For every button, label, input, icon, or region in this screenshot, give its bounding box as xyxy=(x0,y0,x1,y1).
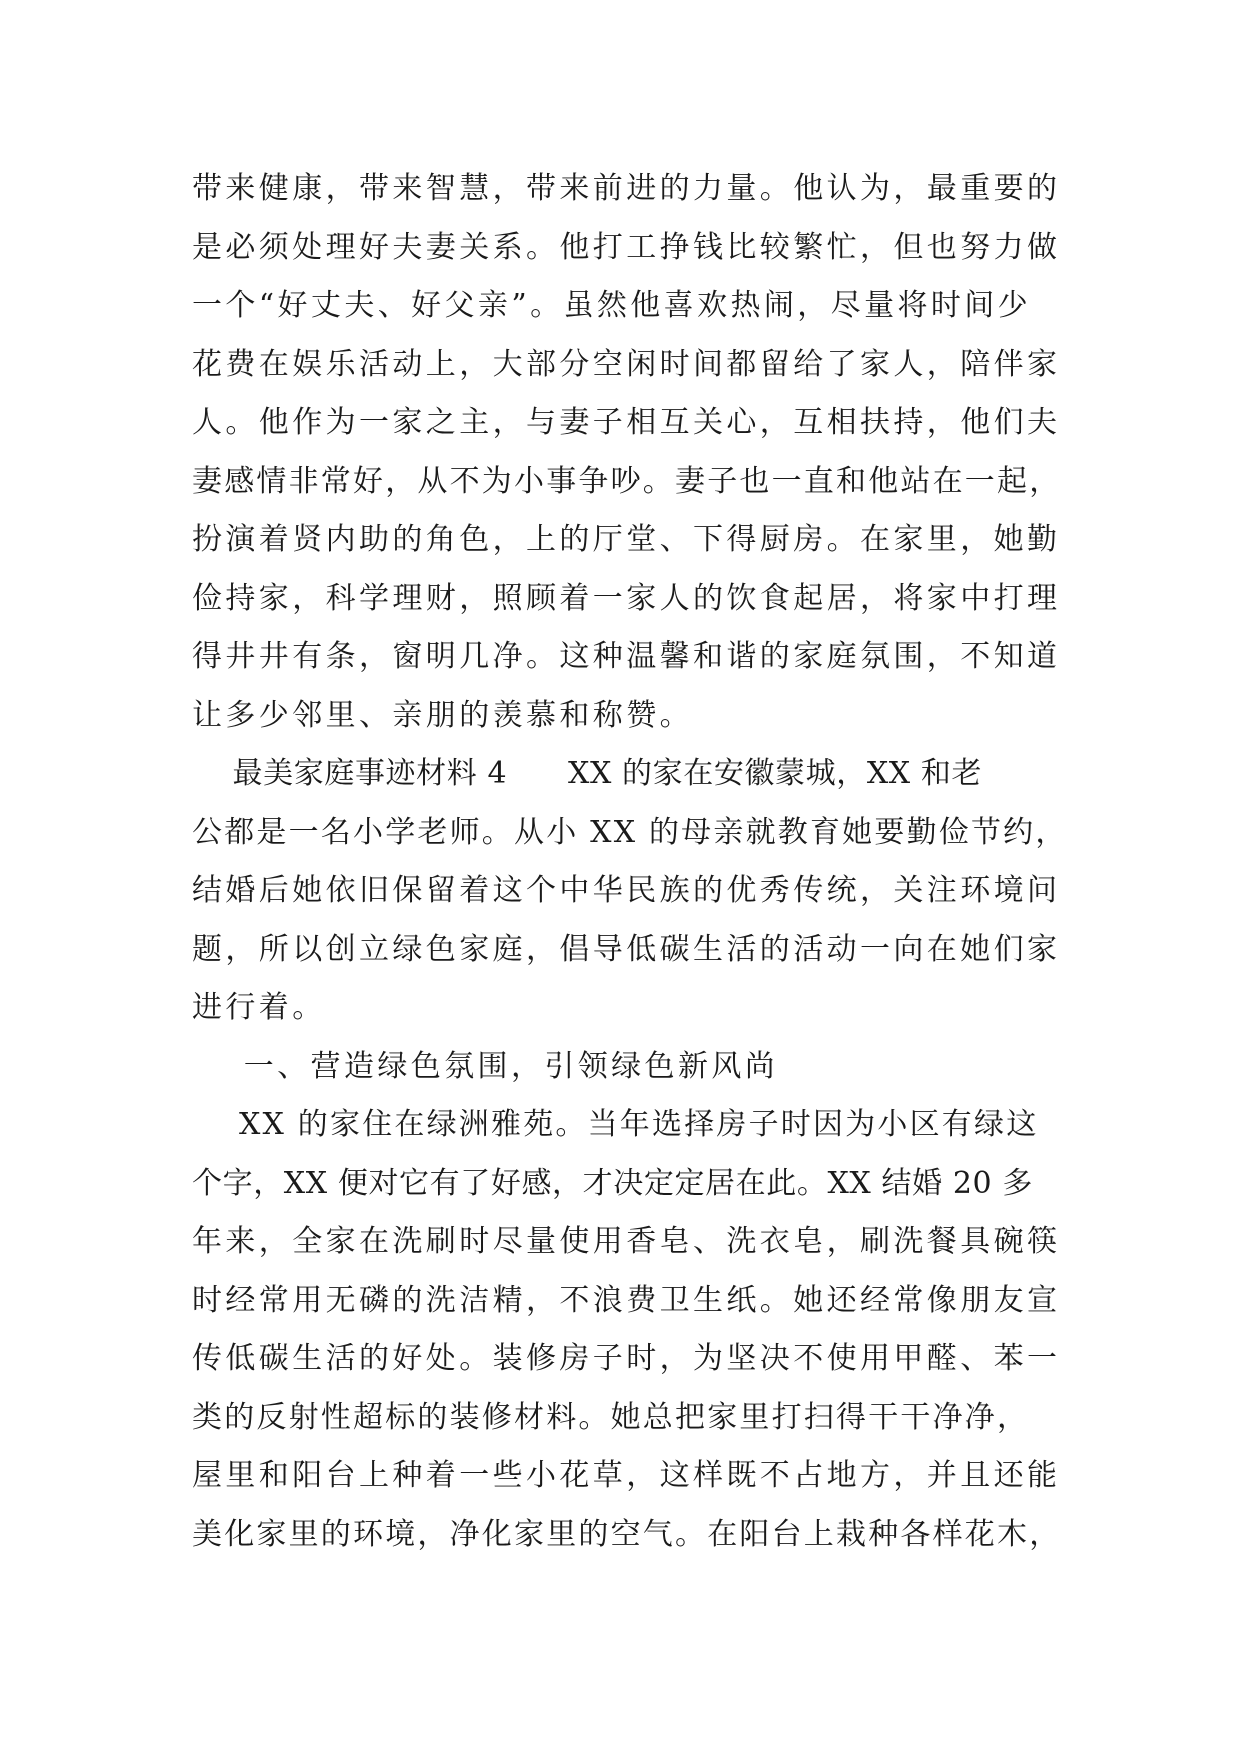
text-line: 花费在娱乐活动上，大部分空闲时间都留给了家人，陪伴家 xyxy=(192,346,1061,382)
text-line: 年来，全家在洗刷时尽量使用香皂、洗衣皂，刷洗餐具碗筷 xyxy=(192,1224,1061,1259)
text-line: 一个“好丈夫、好父亲”。虽然他喜欢热闹，尽量将时间少 xyxy=(192,288,1032,323)
text-line: 扮演着贤内助的角色，上的厅堂、下得厨房。在家里，她勤 xyxy=(192,522,1061,557)
text-line: 俭持家，科学理财，照顾着一家人的饮食起居，将家中打理 xyxy=(192,580,1061,616)
text-line: 个字，XX 便对它有了好感，才决定定居在此。XX 结婚 20 多 xyxy=(192,1165,1033,1201)
text-line: XX 的家住在绿洲雅苑。当年选择房子时因为小区有绿这 xyxy=(192,1107,1039,1142)
section-heading-line: 最美家庭事迹材料 4 XX 的家在安徽蒙城，XX 和老 xyxy=(192,756,983,791)
document-body xyxy=(192,160,1068,1564)
text-line: 妻感情非常好，从不为小事争吵。妻子也一直和他站在一起， xyxy=(192,463,1062,499)
text-line: 时经常用无磷的洗洁精，不浪费卫生纸。她还经常像朋友宣 xyxy=(192,1282,1061,1318)
text-line: 传低碳生活的好处。装修房子时，为坚决不使用甲醛、苯一 xyxy=(192,1341,1061,1376)
text-line: 类的反射性超标的装修材料。她总把家里打扫得干干净净， xyxy=(192,1399,1030,1435)
text-line: 公都是一名小学老师。从小 XX 的母亲就教育她要勤俭节约， xyxy=(192,814,1068,850)
subheading-line: 一、营造绿色氛围，引领绿色新风尚 xyxy=(192,1048,779,1084)
text-line: 带来健康，带来智慧，带来前进的力量。他认为，最重要的 xyxy=(192,171,1061,206)
text-line: 题，所以创立绿色家庭，倡导低碳生活的活动一向在她们家 xyxy=(192,931,1061,967)
text-line: 结婚后她依旧保留着这个中华民族的优秀传统，关注环境问 xyxy=(192,873,1061,908)
text-line: 人。他作为一家之主，与妻子相互关心，互相扶持，他们夫 xyxy=(192,405,1061,440)
text-line: 屋里和阳台上种着一些小花草，这样既不占地方，并且还能 xyxy=(192,1458,1061,1493)
text-line: 得井井有条，窗明几净。这种温馨和谐的家庭氛围，不知道 xyxy=(192,639,1061,674)
text-line: 进行着。 xyxy=(192,990,326,1025)
text-line: 美化家里的环境，净化家里的空气。在阳台上栽种各样花木， xyxy=(192,1516,1062,1552)
text-line: 让多少邻里、亲朋的羡慕和称赞。 xyxy=(192,697,693,733)
text-line: 是必须处理好夫妻关系。他打工挣钱比较繁忙，但也努力做 xyxy=(192,229,1061,265)
